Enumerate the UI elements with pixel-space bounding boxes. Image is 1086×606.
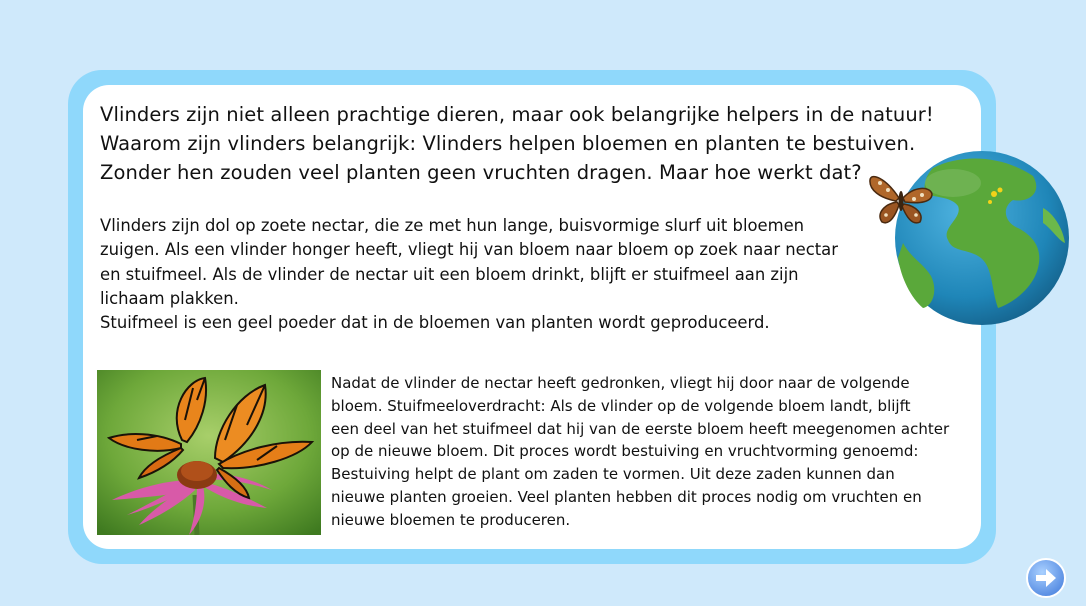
next-button[interactable] [1026, 558, 1066, 598]
paragraph-line: een deel van het stuifmeel dat hij van de eerste bloem heeft meegenomen achter [331, 419, 950, 438]
paragraph-line: Stuifmeel is een geel poeder dat in de bloemen van planten wordt geproduceerd. [100, 313, 770, 333]
paragraph-line: op de nieuwe bloem. Dit proces wordt bestuiving en vruchtvorming genoemd: [331, 442, 919, 461]
intro-line: Vlinders zijn niet alleen prachtige dieren, maar ook belangrijke helpers in de natuur! [100, 103, 934, 126]
intro-line: Zonder hen zouden veel planten geen vruchten dragen. Maar hoe werkt dat? [100, 161, 862, 184]
intro-line: Waarom zijn vlinders belangrijk: Vlinders helpen bloemen en planten te bestuiven. [100, 132, 916, 155]
arrow-right-icon [1026, 558, 1066, 598]
paragraph-line: bloem. Stuifmeeloverdracht: Als de vlinder op de volgende bloem landt, blijft [331, 396, 911, 415]
nectar-paragraph [100, 214, 880, 335]
paragraph-line: nieuwe bloemen te produceren. [331, 510, 571, 529]
butterfly-icon [866, 168, 936, 230]
paragraph-line: zuigen. Als een vlinder honger heeft, vliegt hij van bloem naar bloem op zoek naar nectar [100, 240, 838, 260]
paragraph-line: en stuifmeel. Als de vlinder de nectar uit een bloem drinkt, blijft er stuifmeel aan zijn [100, 264, 799, 284]
paragraph-line: Bestuiving helpt de plant om zaden te vormen. Uit deze zaden kunnen dan [331, 465, 895, 484]
intro-paragraph [100, 100, 934, 187]
paragraph-line: nieuwe planten groeien. Veel planten hebben dit proces nodig om vruchten en [331, 487, 922, 506]
paragraph-line: Vlinders zijn dol op zoete nectar, die ze met hun lange, buisvormige slurf uit bloemen [100, 216, 805, 235]
paragraph-line: lichaam plakken. [100, 288, 239, 308]
pollination-paragraph [331, 372, 981, 532]
butterfly-photo [97, 370, 321, 535]
paragraph-line: Nadat de vlinder de nectar heeft gedronken, vliegt hij door naar de volgende [331, 374, 910, 392]
